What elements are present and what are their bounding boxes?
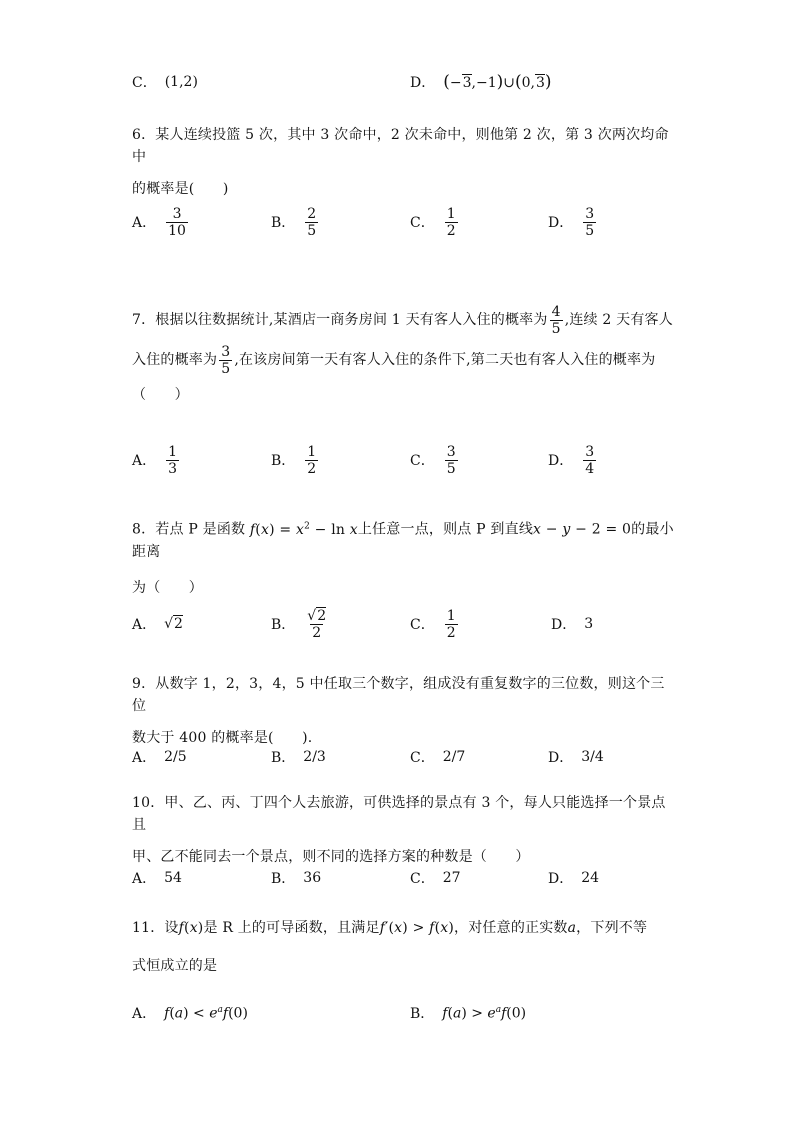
q6-option-b-fraction: $\frac{2}{5}$: [307, 205, 317, 239]
question-6: [132, 124, 672, 200]
q11-line-2: 式恒成立的是: [132, 958, 218, 974]
q8-option-b-fraction: $\frac{√2}{2}$: [307, 607, 327, 641]
q6-line-2: 的概率是( ): [132, 181, 229, 197]
q5-option-c: C． (1,2): [132, 74, 198, 91]
q6-option-c: C． $\frac{1}{2}$: [410, 205, 456, 239]
q9-options: [132, 737, 672, 777]
q8-option-c: C． $\frac{1}{2}$: [410, 607, 456, 641]
q11-line-1: 11．设f(x)是 R 上的可导函数，且满足f′(x) > f(x)，对任意的正实数a，下列不等: [132, 920, 648, 936]
q8-option-a-value: √2: [164, 616, 183, 632]
q8-line-1: 8．若点 P 是函数 $f(x) = x^2 - \ln x$上任意一点，则点 P 到直线x − y − 2 = 0的最小距离: [132, 521, 674, 560]
question-11: [132, 917, 672, 977]
question-8: [132, 515, 677, 599]
q7-option-c-fraction: $\frac{3}{5}$: [446, 443, 456, 477]
q8-options: [132, 602, 672, 646]
q7-options: [132, 440, 672, 480]
q6-option-a-fraction: $\frac{3}{10}$: [168, 205, 186, 239]
q6-line-1: 6．某人连续投篮 5 次，其中 3 次命中，2 次未命中，则他第 2 次，第 3 次两次均命中: [132, 127, 669, 165]
q11-option-b: B． $f(a) > e^af(0)$: [410, 1004, 527, 1022]
q5-options: [132, 62, 672, 102]
q8-option-b: B． $\frac{√2}{2}$: [271, 607, 327, 641]
question-10: [132, 792, 672, 868]
q9-option-a: A． 2/5: [132, 749, 187, 766]
q6-option-d-fraction: $\frac{3}{5}$: [585, 205, 595, 239]
q6-option-c-fraction: $\frac{1}{2}$: [446, 205, 456, 239]
q7-option-a-fraction: $\frac{1}{3}$: [168, 443, 178, 477]
q7-option-c: C． $\frac{3}{5}$: [410, 443, 456, 477]
q6-option-a: A． $\frac{3}{10}$: [132, 205, 186, 239]
q8-function-formula: $f(x) = x^2 - \ln x$: [249, 521, 358, 538]
q7-option-d-fraction: $\frac{3}{4}$: [585, 443, 595, 477]
q7-fraction-1: $\frac{4}{5}$: [551, 303, 561, 337]
q9-line-1: 9．从数字 1，2，3，4，5 中任取三个数字，组成没有重复数字的三位数，则这个三位: [132, 676, 665, 714]
q7-fraction-2: $\frac{3}{5}$: [221, 343, 231, 377]
q6-option-d: D． $\frac{3}{5}$: [548, 205, 595, 239]
q7-option-a: A． $\frac{1}{3}$: [132, 443, 178, 477]
q8-line-formula: x − y − 2 = 0: [533, 521, 632, 538]
q10-option-d: D． 24: [548, 870, 600, 887]
q8-option-d: D． 3: [551, 616, 594, 633]
q8-option-c-fraction: $\frac{1}{2}$: [446, 607, 456, 641]
q7-line-3: （ ）: [132, 387, 189, 403]
q10-line-2: 甲、乙不能同去一个景点，则不同的选择方案的种数是（ ）: [132, 849, 530, 865]
q5-option-d-value: (−3,−1)∪(0,3): [443, 72, 552, 92]
q9-line-2: 数大于 400 的概率是( ).: [132, 730, 313, 746]
q6-options: [132, 202, 672, 242]
q8-option-a: A． √2: [132, 616, 183, 633]
q10-line-1: 10．甲、乙、丙、丁四个人去旅游，可供选择的景点有 3 个，每人只能选择一个景点且: [132, 795, 666, 833]
q7-option-b: B． $\frac{1}{2}$: [271, 443, 317, 477]
q9-option-d: D． 3/4: [548, 749, 604, 766]
q7-line-1: 7．根据以往数据统计,某酒店一商务房间 1 天有客人入住的概率为 $\frac{4}{5}$ ,连续 2 天有客人: [132, 303, 673, 337]
q11-function: f(x): [178, 920, 204, 936]
q11-options: [132, 993, 672, 1033]
q8-line-2: 为（ ）: [132, 579, 203, 596]
q5-option-c-value: (1,2): [164, 74, 198, 90]
q7-option-d: D． $\frac{3}{4}$: [548, 443, 595, 477]
q7-option-b-fraction: $\frac{1}{2}$: [307, 443, 317, 477]
q10-options: [132, 858, 672, 898]
q11-option-a: A． $f(a) < e^af(0)$: [132, 1004, 248, 1022]
q10-option-a: A． 54: [132, 870, 182, 887]
question-7: [132, 300, 677, 406]
q6-option-b: B． $\frac{2}{5}$: [271, 205, 317, 239]
q11-condition: f′(x) > f(x): [379, 920, 455, 936]
q9-option-c: C． 2/7: [410, 749, 466, 766]
q7-line-2: 入住的概率为 $\frac{3}{5}$ ,在该房间第一天有客人入住的条件下,第二天也有客人入住的概率为: [132, 343, 656, 377]
q11-variable-a: a: [567, 920, 577, 936]
q9-option-b: B． 2/3: [271, 749, 326, 766]
q10-option-b: B． 36: [271, 870, 322, 887]
q11-option-a-value: $f(a) < e^af(0)$: [164, 1004, 248, 1022]
q5-option-d: D． (−3,−1)∪(0,3): [410, 72, 552, 92]
q10-option-c: C． 27: [410, 870, 461, 887]
q11-option-b-value: $f(a) > e^af(0)$: [442, 1004, 527, 1022]
